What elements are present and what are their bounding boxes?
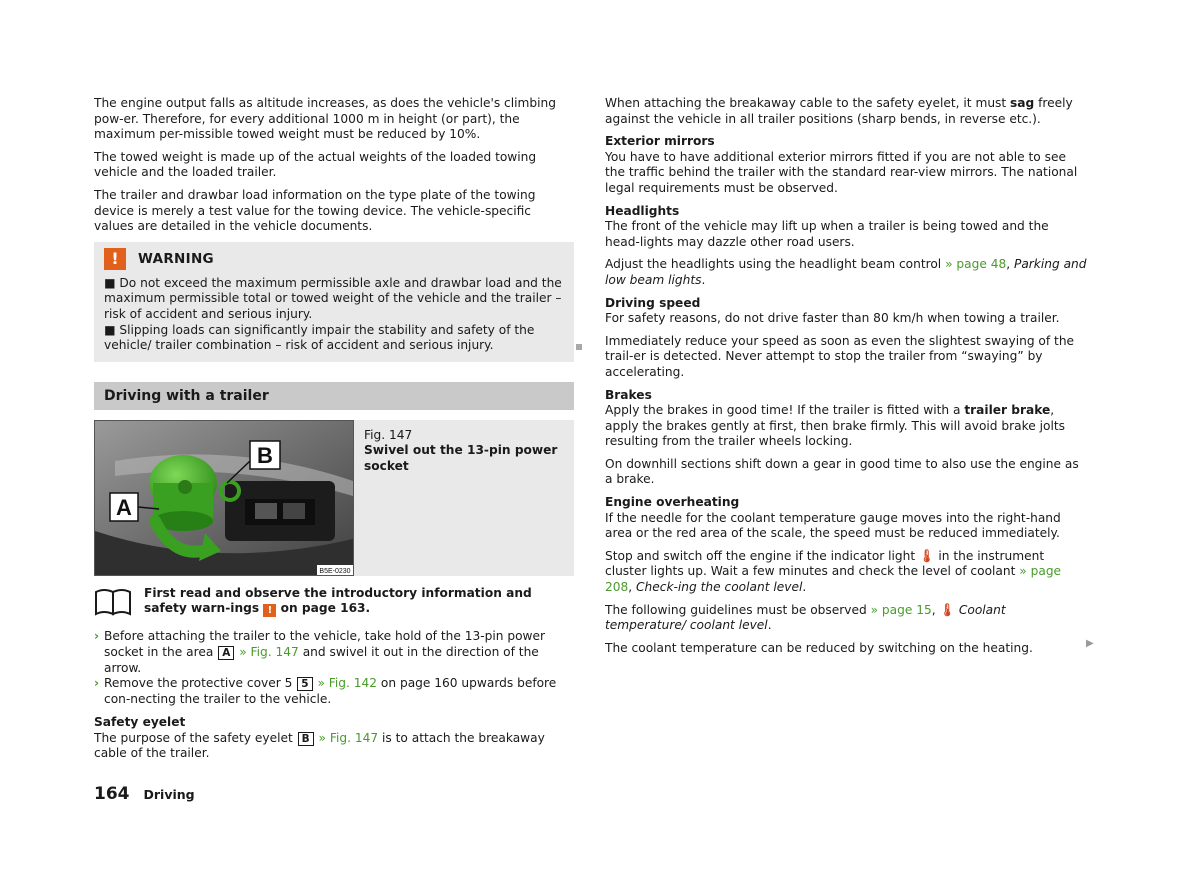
end-marker-icon xyxy=(576,344,582,350)
list-item: › Before attaching the trailer to the vehicle, take hold of the 13-pin power socket in the area A » Fig. 147 and swivel it out in the direction of the arrow. xyxy=(94,629,545,675)
paragraph-type-plate: The trailer and drawbar load information on the type plate of the towing device is merely a test value for the towing device. The vehicle-specific values are detailed in the vehicle documents. xyxy=(94,187,536,234)
paragraph-overheating: If the needle for the coolant temperature gauge moves into the right-hand area or the red area of the scale, the speed must be reduced immediately. xyxy=(605,510,1061,541)
figure-code: B5E-0230 xyxy=(319,567,351,575)
read-first-text: First read and observe the introductory information and safety warn-ings ! on page 163. xyxy=(144,585,532,617)
fig-link[interactable]: » Fig. 147 xyxy=(239,644,299,659)
ref-box: B xyxy=(298,732,314,746)
paragraph-breakaway: When attaching the breakaway cable to the safety eyelet, it must sag freely against the vehicle in all trailer positions (sharp bends, in reverse etc.). xyxy=(605,96,1073,126)
figure-label-a: A xyxy=(116,494,132,520)
paragraph-safety-eyelet: The purpose of the safety eyelet B » Fig. 147 is to attach the breakaway cable of the trailer. xyxy=(94,730,545,761)
subheading-headlights: Headlights xyxy=(605,203,680,218)
section-heading: Driving with a trailer xyxy=(94,382,574,410)
subheading-brakes: Brakes xyxy=(605,387,652,402)
subheading-safety-eyelet: Safety eyelet xyxy=(94,715,186,730)
left-column xyxy=(94,96,574,769)
page-link[interactable]: » page 15 xyxy=(870,602,932,617)
figure-number: Fig. 147 xyxy=(364,427,413,442)
figure-row xyxy=(94,420,574,576)
paragraph-guidelines: The following guidelines must be observed » page 15, 🌡 Coolant temperature/ coolant level. xyxy=(605,602,1006,633)
paragraph-stop-engine: Stop and switch off the engine if the indicator light 🌡 in the instrument cluster lights up. Wait a few minutes and check the level of coolant » page 208, Check-ing the coolant level. xyxy=(605,548,1062,595)
read-first-row xyxy=(94,586,574,618)
ref-box: 5 xyxy=(297,677,312,691)
coolant-temperature-icon: 🌡 xyxy=(919,548,935,563)
warning-item: ■ Do not exceed the maximum permissible axle and drawbar load and the maximum permissible total or towed weight of the vehicle and the trailer – risk of accident and serious injury. xyxy=(104,275,562,321)
paragraph-heating: The coolant temperature can be reduced by switching on the heating. xyxy=(605,640,1033,655)
continue-arrow-icon: ▶ xyxy=(1086,638,1094,649)
step-arrow-icon: › xyxy=(94,629,100,644)
warning-item: ■ Slipping loads can significantly impair the stability and safety of the vehicle/ trailer combination – risk of accident and serious injury. xyxy=(104,322,535,353)
paragraph-headlight-adjust: Adjust the headlights using the headlight beam control » page 48, Parking and low beam lights. xyxy=(605,257,1087,287)
page-number: 164 xyxy=(94,784,130,804)
subheading-overheating: Engine overheating xyxy=(605,495,740,510)
paragraph-downhill: On downhill sections shift down a gear in good time to also use the engine as a brake. xyxy=(605,456,1079,487)
warning-box xyxy=(94,242,574,362)
subheading-mirrors: Exterior mirrors xyxy=(605,134,715,149)
paragraph-brakes: Apply the brakes in good time! If the trailer is fitted with a trailer brake, apply the brakes gently at first, then brake firmly. This will avoid brake jolts resulting from the trailer wheels locking. xyxy=(605,403,1065,449)
warning-title: WARNING xyxy=(138,250,214,267)
right-column xyxy=(605,96,1087,663)
step-arrow-icon: › xyxy=(94,676,100,691)
figure-label-b: B xyxy=(257,442,273,468)
figure-caption xyxy=(354,420,574,576)
paragraph-altitude: The engine output falls as altitude increases, as does the vehicle's climbing pow-er. Therefore, for every additional 1000 m in height (or part), the maximum per-missible towed weight must be reduced by 10%. xyxy=(94,96,556,142)
paragraph-swaying: Immediately reduce your speed as soon as even the slightest swaying of the trail-er is detected. Never attempt to stop the trailer from “swaying” by accelerating. xyxy=(605,333,1075,379)
paragraph-towed-weight: The towed weight is made up of the actual weights of the loaded towing vehicle and the loaded trailer. xyxy=(94,149,537,180)
open-book-icon xyxy=(94,586,132,616)
figure-147-image xyxy=(94,420,354,576)
figure-caption-text: Swivel out the 13-pin power socket xyxy=(364,443,558,473)
page-footer xyxy=(94,784,195,804)
paragraph-mirrors: You have to have additional exterior mirrors fitted if you are not able to see the traffic behind the trailer with the standard rear-view mirrors. The national legal requirements must be observed. xyxy=(605,149,1078,195)
fig-link[interactable]: » Fig. 147 xyxy=(318,730,379,745)
ref-box: A xyxy=(218,646,234,660)
steps-list xyxy=(94,629,574,707)
page-link[interactable]: » page 208 xyxy=(605,564,1062,595)
warning-icon: ! xyxy=(104,248,126,270)
coolant-temperature-icon: 🌡 xyxy=(939,602,955,617)
power-socket-illustration xyxy=(95,421,353,575)
subheading-driving-speed: Driving speed xyxy=(605,295,701,310)
paragraph-headlights: The front of the vehicle may lift up when a trailer is being towed and the head-lights may dazzle other road users. xyxy=(605,219,1049,249)
fig-link[interactable]: » Fig. 142 xyxy=(317,676,378,691)
page-link[interactable]: » page 48 xyxy=(945,257,1007,272)
read-first-page-link[interactable]: on page 163. xyxy=(280,601,371,616)
warning-header xyxy=(104,246,562,272)
paragraph-speed: For safety reasons, do not drive faster than 80 km/h when towing a trailer. xyxy=(605,311,1060,326)
footer-section: Driving xyxy=(143,787,195,802)
warning-small-icon: ! xyxy=(263,604,276,617)
list-item: › Remove the protective cover 5 5 » Fig. 142 on page 160 upwards before con-necting the trailer to the vehicle. xyxy=(94,676,557,706)
